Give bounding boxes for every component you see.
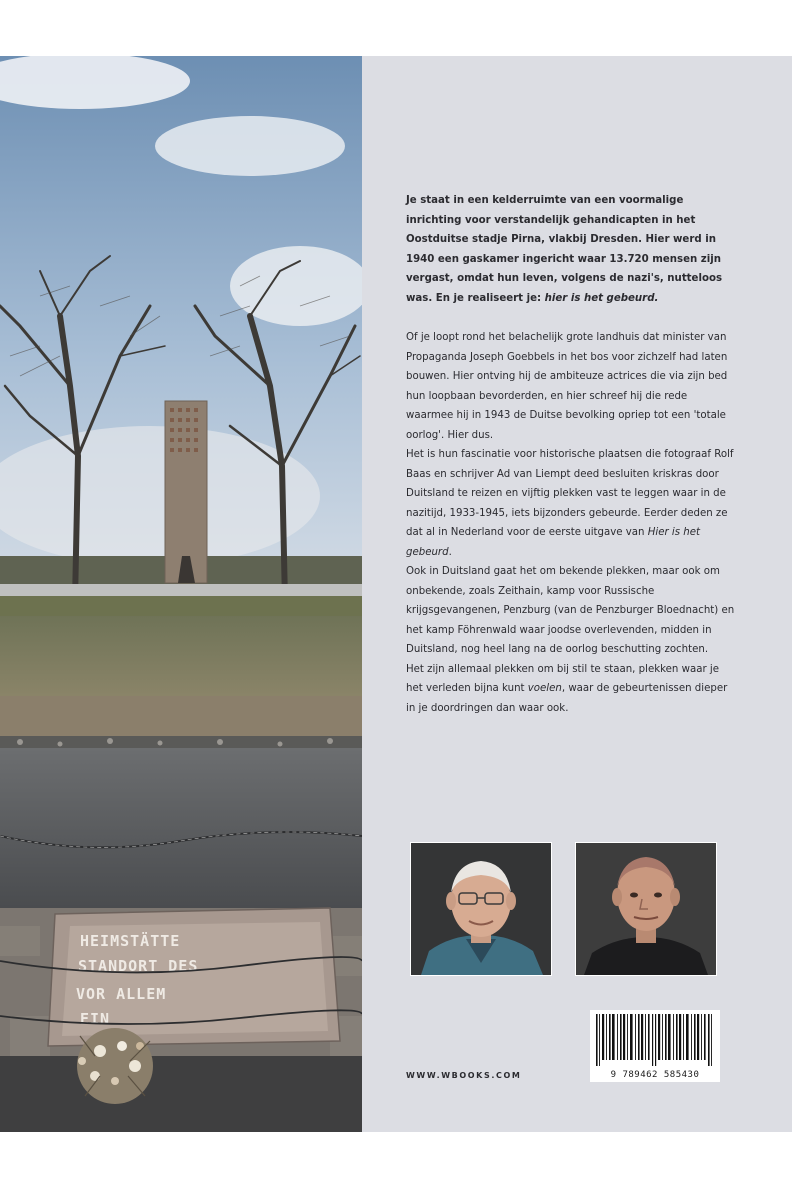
back-cover-text xyxy=(406,191,736,718)
paragraph-goebbels: Of je loopt rond het belachelijk grote landhuis dat minister van Propaganda Joseph Goebbels in het bos voor zichzelf had laten bouwen. Hier ontving hij de ambiteuze actrices die via zijn bed hun loopbaan bevorderden, en hier schreef hij die rede waarmee hij in 1943 de Duitse bevolking opriep tot een 'totale oorlog'. Hier dus. xyxy=(406,332,728,441)
author-photo-1 xyxy=(411,843,551,975)
paragraph-places-emphasis: voelen xyxy=(527,683,562,694)
memorial-inscription-2: STANDORT DES xyxy=(78,957,199,975)
author-photo-2 xyxy=(576,843,716,975)
paragraph-places-end: , waar de gebeurtenissen dieper in je doordringen dan waar ook. xyxy=(406,683,728,714)
paragraph-places-text: Het zijn allemaal plekken om bij stil te staan, plekken waar je het verleden bijna kunt xyxy=(406,663,719,694)
memorial-photo xyxy=(0,56,362,1132)
paragraph-fascination xyxy=(406,445,736,562)
intro-text: Je staat in een kelderruimte van een voormalige inrichting voor verstandelijk gehandicapten in het Oostduitse stadje Pirna, vlakbij Dresden. Hier werd in 1940 een gaskamer ingericht waar 13.720 mensen zijn vergast, omdat hun leven, volgens de nazi's, nutteloos was. En je realiseert je: xyxy=(406,195,723,304)
paragraph-germany: Ook in Duitsland gaat het om bekende plekken, maar ook om onbekende, zoals Zeithain, kamp voor Russische krijgsgevangenen, Penzburg (van de Penzburger Bloednacht) en het kamp Föhrenwald waar joodse overlevenden, midden in Duitsland, nog heel lang na de oorlog beschutting zochten. xyxy=(406,566,735,655)
author-portrait-right xyxy=(575,842,717,976)
memorial-inscription-3: VOR ALLEM xyxy=(76,985,167,1003)
paragraph-fascination-end: . xyxy=(448,546,452,558)
book-title-reference: Hier is het gebeurd xyxy=(406,527,701,558)
intro-paragraph xyxy=(406,191,736,308)
memorial-inscription-1: HEIMSTÄTTE xyxy=(80,932,181,950)
isbn-number: 9 789462 585430 xyxy=(610,1070,700,1080)
paragraph-places xyxy=(406,660,736,719)
book-back-cover xyxy=(0,56,792,1132)
intro-emphasis: hier is het gebeurd. xyxy=(544,292,659,304)
barcode-bars xyxy=(590,1010,720,1070)
author-portraits xyxy=(410,842,720,976)
author-portrait-left xyxy=(410,842,552,976)
memorial-photo-illustration xyxy=(0,56,362,1132)
publisher-url: WWW.WBOOKS.COM xyxy=(406,1071,522,1080)
memorial-inscription-4: EIN xyxy=(80,1010,111,1028)
paragraph-fascination-text: Het is hun fascinatie voor historische plaatsen die fotograaf Rolf Baas en schrijver Ad van Liempt deed besluiten kriskras door Duitsland te reizen en vijftig plekken vast te leggen waar in de nazitijd, 1933-1945, iets bijzonders gebeurde. Eerder deden ze dat al in Nederland voor de eerste uitgave van xyxy=(406,449,734,538)
isbn-barcode xyxy=(590,1010,720,1082)
